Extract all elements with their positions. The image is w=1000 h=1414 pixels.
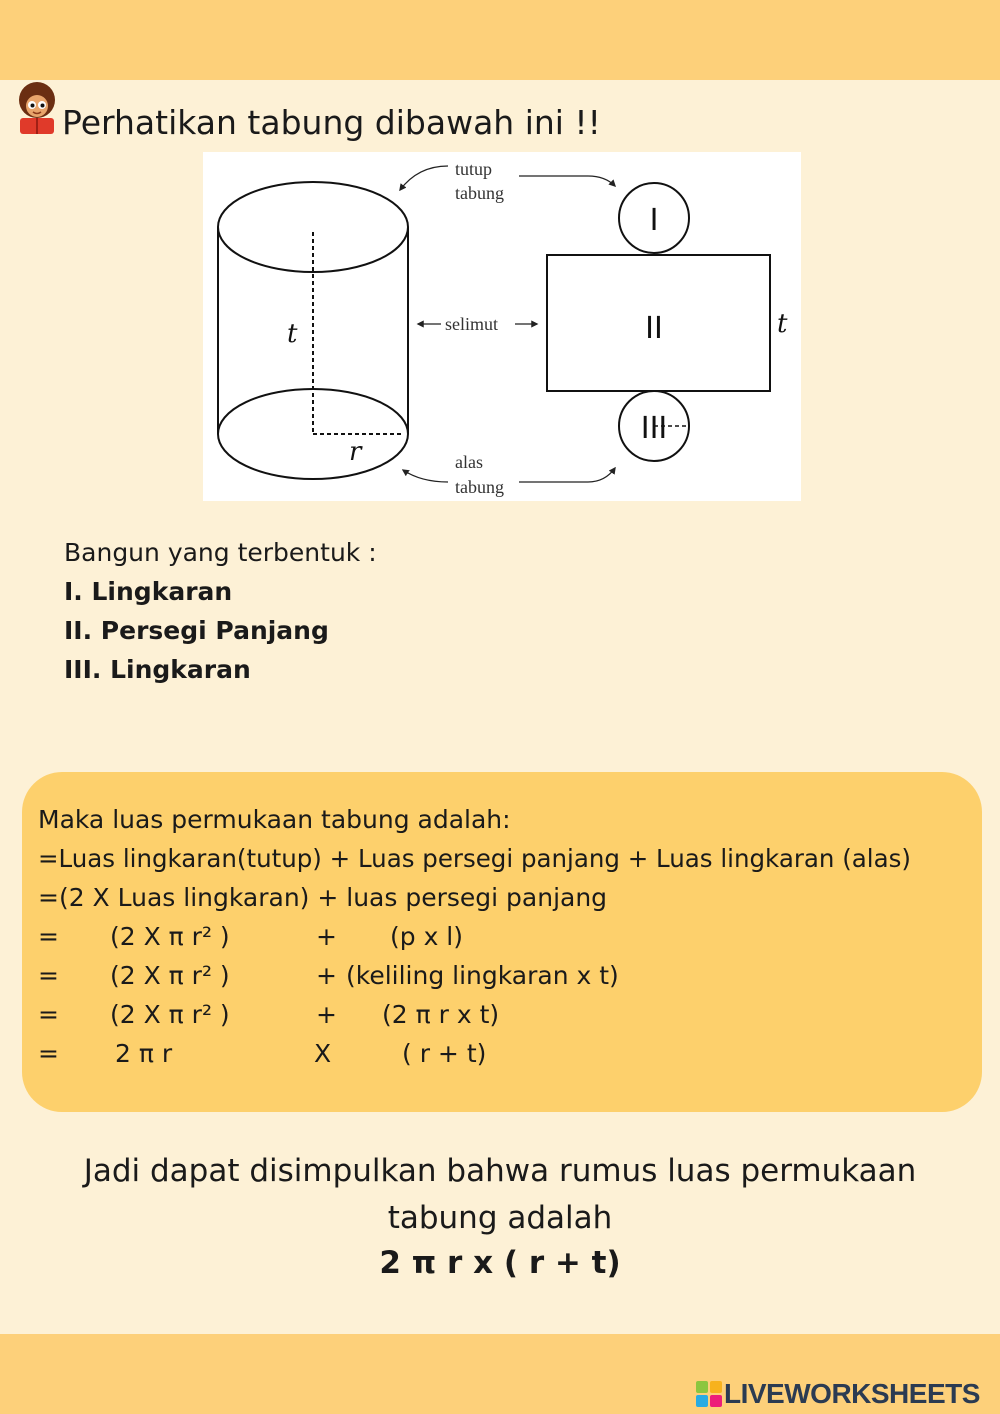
formula-derivation-box [22,772,982,1112]
formula-row-3-eq: = [38,1000,59,1029]
formula-row-2-eq: = [38,961,59,990]
liveworksheets-brand[interactable] [696,1376,980,1412]
shape-item-1: I. Lingkaran [64,577,233,606]
formula-row-1-left: (2 X π r² ) [110,922,230,951]
shape-item-3: III. Lingkaran [64,655,251,684]
net-bottom-circle-label: III [640,411,668,446]
formula-row-3-right: (2 π r x t) [382,1000,500,1029]
tutup-arrow-right [519,176,615,186]
formula-row-4-op: X [314,1039,332,1068]
net-top-circle-label: I [649,203,659,238]
formula-row-2-right: (keliling lingkaran x t) [346,961,619,990]
formula-row-2-op: + [316,961,337,990]
formula-line-3: =(2 X Luas lingkaran) + luas persegi panjang [38,883,608,912]
tutup-label-2: tabung [455,183,504,203]
liveworksheets-logo-icon [696,1381,722,1407]
formula-row-1-eq: = [38,922,59,951]
reading-kid-icon [14,80,60,138]
formula-row-1-op: + [316,922,337,951]
formula-row-3-op: + [316,1000,337,1029]
formula-line-2: =Luas lingkaran(tutup) + Luas persegi panjang + Luas lingkaran (alas) [38,844,911,873]
cylinder-radius-label: r [349,437,362,467]
shape-item-2: II. Persegi Panjang [64,616,329,645]
alas-label-1: alas [455,452,483,472]
formula-row-4-eq: = [38,1039,59,1068]
selimut-label: selimut [445,314,498,334]
conclusion-text [40,1148,960,1242]
formula-row-1-right: (p x l) [390,922,464,951]
formed-shapes-list [64,533,377,689]
net-rectangle-label: II [645,311,663,346]
cylinder-net-diagram [203,152,801,501]
tutup-label-1: tutup [455,159,493,179]
formula-row-4-left: 2 π r [115,1039,173,1068]
formula-line-1: Maka luas permukaan tabung adalah: [38,805,511,834]
formula-row-2-left: (2 X π r² ) [110,961,230,990]
alas-label-2: tabung [455,477,504,497]
page-heading: Perhatikan tabung dibawah ini !! [62,103,601,142]
alas-arrow-left [403,470,448,482]
formed-shapes-intro: Bangun yang terbentuk : [64,538,377,567]
cylinder-shape [218,182,408,479]
formula-row-3-left: (2 X π r² ) [110,1000,230,1029]
cylinder-height-label: t [287,319,298,349]
top-band [0,0,1000,80]
tutup-arrow-left [400,166,448,190]
formula-row-4-right: ( r + t) [402,1039,487,1068]
conclusion-line-2: tabung adalah [387,1200,613,1236]
net-height-label: t [777,309,788,339]
liveworksheets-wordmark: LIVEWORKSHEETS [724,1378,980,1409]
alas-arrow-right [519,468,615,482]
final-formula: 2 π r x ( r + t) [379,1245,621,1281]
conclusion-line-1: Jadi dapat disimpulkan bahwa rumus luas permukaan [83,1153,917,1189]
